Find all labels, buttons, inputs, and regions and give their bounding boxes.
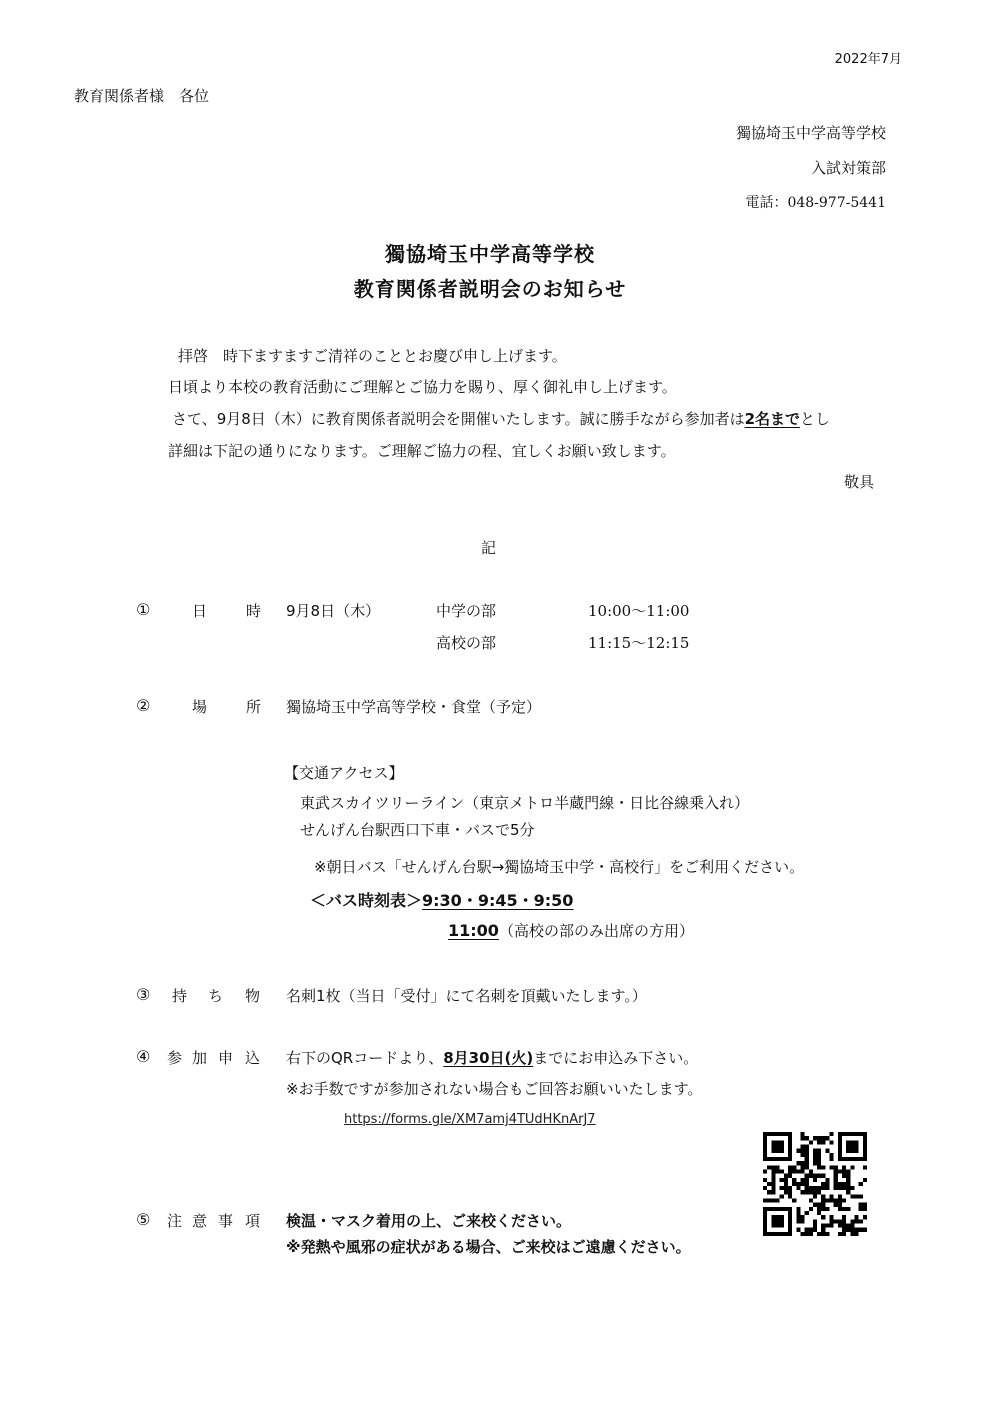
session-high-name: 高校の部 bbox=[436, 634, 497, 652]
access-line-2: せんげん台駅西口下車・バスで5分 bbox=[300, 821, 535, 839]
item-1-label-char-1: 日 bbox=[192, 602, 208, 620]
sender-school: 獨協埼玉中学高等学校 bbox=[735, 124, 886, 142]
item-5-label-char-3: 事 bbox=[218, 1212, 234, 1230]
event-date: 9月8日（木） bbox=[286, 602, 381, 620]
session-high-time: 11:15〜12:15 bbox=[588, 634, 690, 652]
sender-department: 入試対策部 bbox=[810, 159, 886, 177]
access-heading: 【交通アクセス】 bbox=[284, 764, 404, 782]
item-3-label-char-1: 持 bbox=[172, 987, 188, 1005]
qr-code-icon[interactable] bbox=[763, 1132, 867, 1236]
bus-note: ※朝日バス「せんげん台駅→獨協埼玉中学・高校行」をご利用ください。 bbox=[314, 858, 805, 876]
apply-line-1: 右下のQRコードより、8月30日(火)までにお申込み下さい。 bbox=[286, 1049, 699, 1067]
notes-line-1: 検温・マスク着用の上、ご来校ください。 bbox=[286, 1212, 572, 1230]
document-date: 2022年7月 bbox=[834, 52, 902, 67]
apply-line-2: ※お手数ですが参加されない場合もご回答お願いいたします。 bbox=[286, 1080, 703, 1098]
item-2-label-char-1: 場 bbox=[192, 698, 208, 716]
body-line-1: 拝啓 時下ますますご清祥のこととお慶び申し上げます。 bbox=[178, 347, 567, 365]
item-4-label-char-2: 加 bbox=[192, 1049, 208, 1067]
title-line-2: 教育関係者説明会のお知らせ bbox=[353, 277, 627, 301]
item-4-label-char-4: 込 bbox=[245, 1049, 261, 1067]
venue: 獨協埼玉中学高等学校・食堂（予定） bbox=[286, 698, 542, 716]
item-5-label-char-2: 意 bbox=[192, 1212, 208, 1230]
item-2-label-char-2: 所 bbox=[246, 698, 262, 716]
item-1-label-char-2: 時 bbox=[246, 602, 262, 620]
item-4-label-char-3: 申 bbox=[218, 1049, 234, 1067]
item-5-label-char-4: 項 bbox=[245, 1212, 261, 1230]
item-5-number: ⑤ bbox=[136, 1210, 151, 1229]
item-5-label-char-1: 注 bbox=[167, 1212, 183, 1230]
body-line-3: さて、9月8日（木）に教育関係者説明会を開催いたします。誠に勝手ながら参加者は2名までとし bbox=[172, 410, 831, 428]
apply-deadline: 8月30日(火) bbox=[443, 1049, 534, 1067]
bus-extra: 11:00（高校の部のみ出席の方用） bbox=[448, 921, 694, 940]
bus-schedule: ＜バス時刻表＞9:30・9:45・9:50 bbox=[310, 891, 574, 910]
item-3-label-char-3: 物 bbox=[245, 987, 261, 1005]
recipient: 教育関係者様 各位 bbox=[74, 87, 210, 105]
notes-line-2: ※発熱や風邪の症状がある場合、ご来校はご遠慮ください。 bbox=[286, 1238, 691, 1256]
sender-phone: 電話：048-977-5441 bbox=[745, 195, 886, 211]
item-1-number: ① bbox=[136, 600, 151, 619]
application-form-link[interactable]: https://forms.gle/XM7amj4TUdHKnArJ7 bbox=[344, 1112, 596, 1127]
belongings-text: 名刺1枚（当日「受付」にて名刺を頂戴いたします。） bbox=[286, 987, 647, 1005]
access-line-1: 東武スカイツリーライン（東京メトロ半蔵門線・日比谷線乗入れ） bbox=[300, 794, 750, 812]
item-4-label-char-1: 参 bbox=[167, 1049, 183, 1067]
session-junior-name: 中学の部 bbox=[436, 602, 497, 620]
body-line-2: 日頃より本校の教育活動にご理解とご協力を賜り、厚く御礼申し上げます。 bbox=[168, 378, 677, 396]
title-line-1: 獨協埼玉中学高等学校 bbox=[385, 242, 595, 266]
item-3-number: ③ bbox=[136, 985, 151, 1004]
participant-limit: 2名まで bbox=[744, 410, 801, 428]
session-junior-time: 10:00〜11:00 bbox=[588, 602, 690, 620]
ki-mark: 記 bbox=[481, 539, 497, 557]
closing: 敬具 bbox=[843, 473, 874, 491]
body-line-4: 詳細は下記の通りになります。ご理解ご協力の程、宜しくお願い致します。 bbox=[168, 442, 676, 460]
bus-times: 9:30・9:45・9:50 bbox=[422, 891, 574, 910]
item-3-label-char-2: ち bbox=[208, 987, 224, 1005]
item-2-number: ② bbox=[136, 696, 151, 715]
item-4-number: ④ bbox=[136, 1047, 151, 1066]
bus-time-extra: 11:00 bbox=[448, 921, 499, 940]
